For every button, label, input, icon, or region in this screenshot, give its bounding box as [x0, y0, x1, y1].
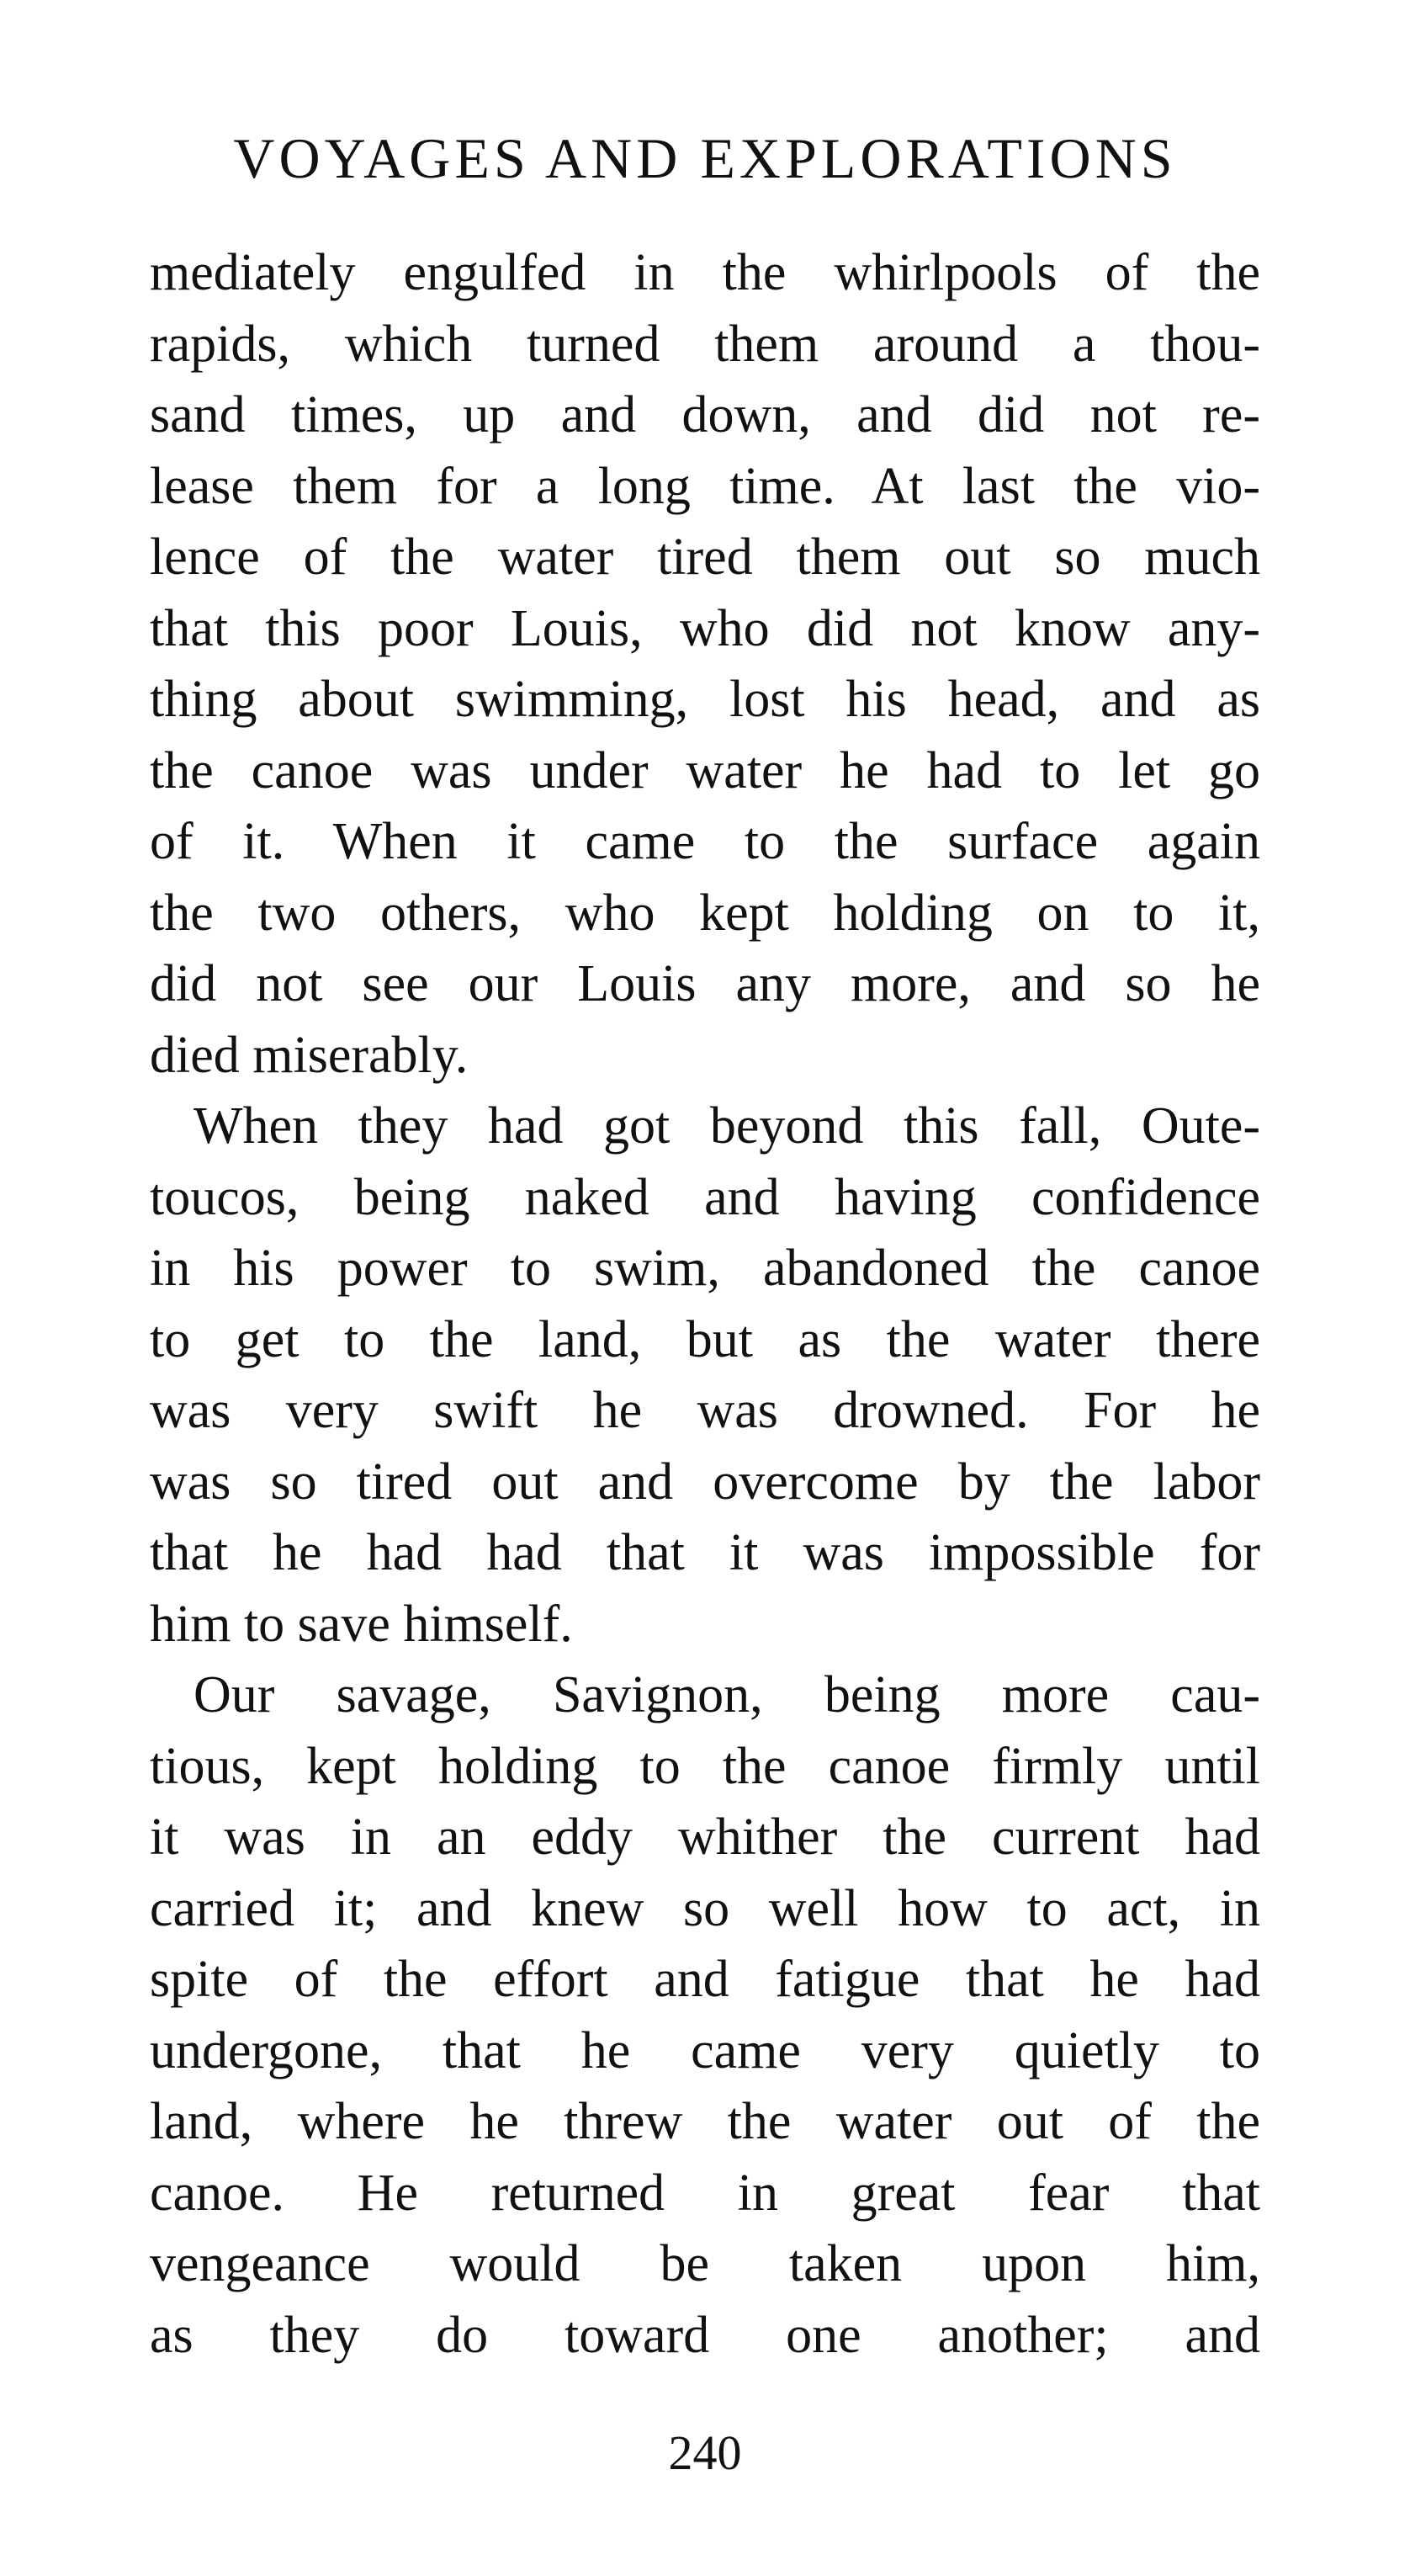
text-line: it was in an eddy whither the current had — [150, 1809, 1260, 1866]
page-number: 240 — [668, 2425, 742, 2480]
text-line: rapids, which turned them around a thou- — [150, 315, 1260, 373]
text-line: to get to the land, but as the water there — [150, 1310, 1260, 1368]
text-line: the two others, who kept holding on to it, — [150, 884, 1260, 942]
text-line: mediately engulfed in the whirlpools of the — [150, 244, 1260, 301]
text-line: lease them for a long time. At last the vio- — [150, 457, 1260, 515]
text-line: of it. When it came to the surface again — [150, 813, 1260, 870]
body-text — [150, 237, 1260, 2371]
text-line: land, where he threw the water out of the — [150, 2093, 1260, 2150]
text-line: When they had got beyond this fall, Oute- — [193, 1097, 1260, 1155]
text-line: died miserably. — [150, 1026, 469, 1084]
text-line: canoe. He returned in great fear that — [150, 2164, 1260, 2222]
text-line: did not see our Louis any more, and so he — [150, 955, 1260, 1012]
text-line: sand times, up and down, and did not re- — [150, 386, 1260, 443]
text-line: in his power to swim, abandoned the canoe — [150, 1240, 1260, 1297]
text-line: carried it; and knew so well how to act, in — [150, 1879, 1260, 1937]
text-line: tious, kept holding to the canoe firmly until — [150, 1737, 1260, 1795]
text-line: was so tired out and overcome by the labor — [150, 1453, 1260, 1511]
text-line: spite of the effort and fatigue that he had — [150, 1951, 1260, 2008]
text-line: the canoe was under water he had to let go — [150, 741, 1260, 799]
running-head: VOYAGES AND EXPLORATIONS — [233, 126, 1177, 190]
text-line: undergone, that he came very quietly to — [150, 2021, 1260, 2079]
text-line: lence of the water tired them out so much — [150, 528, 1260, 586]
text-line: toucos, being naked and having confidence — [150, 1168, 1260, 1226]
text-line: as they do toward one another; and — [150, 2306, 1260, 2364]
text-line: that this poor Louis, who did not know any- — [150, 599, 1260, 657]
text-line: was very swift he was drowned. For he — [150, 1382, 1260, 1439]
text-line: Our savage, Savignon, being more cau- — [193, 1666, 1260, 1724]
text-line: him to save himself. — [150, 1595, 573, 1653]
text-line: vengeance would be taken upon him, — [150, 2235, 1260, 2292]
text-line: thing about swimming, lost his head, and as — [150, 671, 1260, 728]
text-line: that he had had that it was impossible for — [150, 1524, 1260, 1581]
